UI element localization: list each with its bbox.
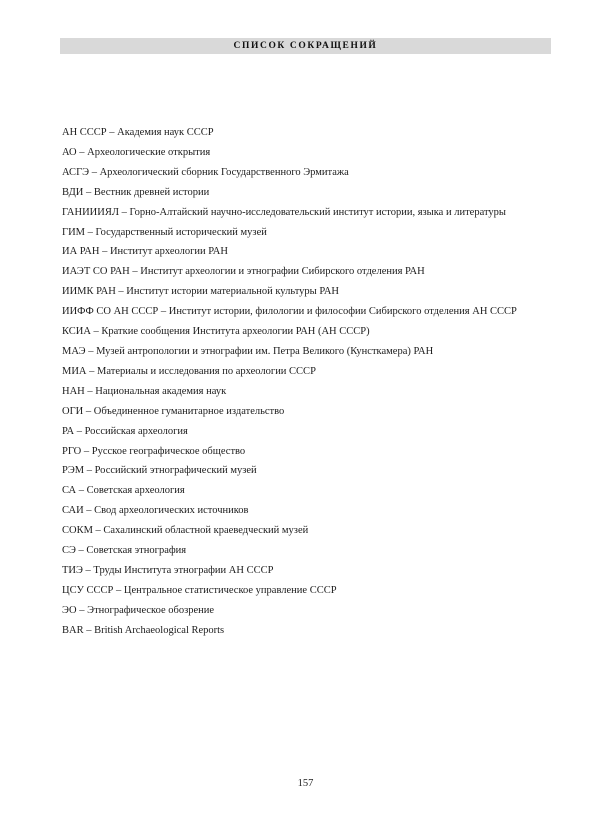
page-title: СПИСОК СОКРАЩЕНИЙ bbox=[233, 41, 378, 51]
abbreviation-item: ГАНИИИЯЛ – Горно-Алтайский научно-исследовательский институт истории, языка и литературы bbox=[62, 206, 506, 218]
abbreviation-item: РГО – Русское географическое общество bbox=[62, 445, 246, 457]
abbreviation-item: BAR – British Archaeological Reports bbox=[62, 624, 225, 636]
abbreviation-item: КСИА – Краткие сообщения Института археологии РАН (АН СССР) bbox=[62, 326, 370, 338]
abbreviation-item: ГИМ – Государственный исторический музей bbox=[62, 226, 267, 238]
abbreviation-item: НАН – Национальная академия наук bbox=[62, 385, 227, 397]
abbreviation-item: ИИМК РАН – Институт истории материальной культуры РАН bbox=[62, 286, 340, 298]
abbreviation-list bbox=[62, 123, 581, 641]
abbreviation-item: СЭ – Советская этнография bbox=[62, 545, 187, 557]
abbreviation-item: АО – Археологические открытия bbox=[62, 146, 211, 158]
abbreviation-item: ЭО – Этнографическое обозрение bbox=[62, 604, 215, 616]
abbreviation-item: РА – Российская археология bbox=[62, 425, 188, 437]
abbreviation-item: СОКМ – Сахалинский областной краеведческий музей bbox=[62, 525, 309, 537]
abbreviation-item: ИИФФ СО АН СССР – Институт истории, филологии и философии Сибирского отделения АН СССР bbox=[62, 306, 517, 318]
abbreviation-item: ИА РАН – Институт археологии РАН bbox=[62, 246, 228, 258]
abbreviation-item: ЦСУ СССР – Центральное статистическое управление СССР bbox=[62, 584, 337, 596]
abbreviation-item: СА – Советская археология bbox=[62, 485, 185, 497]
abbreviation-item: АСГЭ – Археологический сборник Государственного Эрмитажа bbox=[62, 166, 349, 178]
abbreviation-item: ТИЭ – Труды Института этнографии АН СССР bbox=[62, 564, 274, 576]
header-bar bbox=[60, 38, 551, 54]
abbreviation-item: АН СССР – Академия наук СССР bbox=[62, 127, 214, 138]
abbreviation-item: САИ – Свод археологических источников bbox=[62, 505, 249, 517]
page-number: 157 bbox=[297, 778, 314, 789]
abbreviation-item: МАЭ – Музей антропологии и этнографии им. Петра Великого (Кунсткамера) РАН bbox=[62, 345, 434, 357]
abbreviation-item: ОГИ – Объединенное гуманитарное издательство bbox=[62, 405, 285, 417]
abbreviation-item: МИА – Материалы и исследования по археологии СССР bbox=[62, 365, 316, 377]
abbreviation-item: ВДИ – Вестник древней истории bbox=[62, 186, 210, 198]
abbreviation-item: РЭМ – Российский этнографический музей bbox=[62, 465, 257, 477]
abbreviation-item: ИАЭТ СО РАН – Институт археологии и этнографии Сибирского отделения РАН bbox=[62, 266, 425, 278]
